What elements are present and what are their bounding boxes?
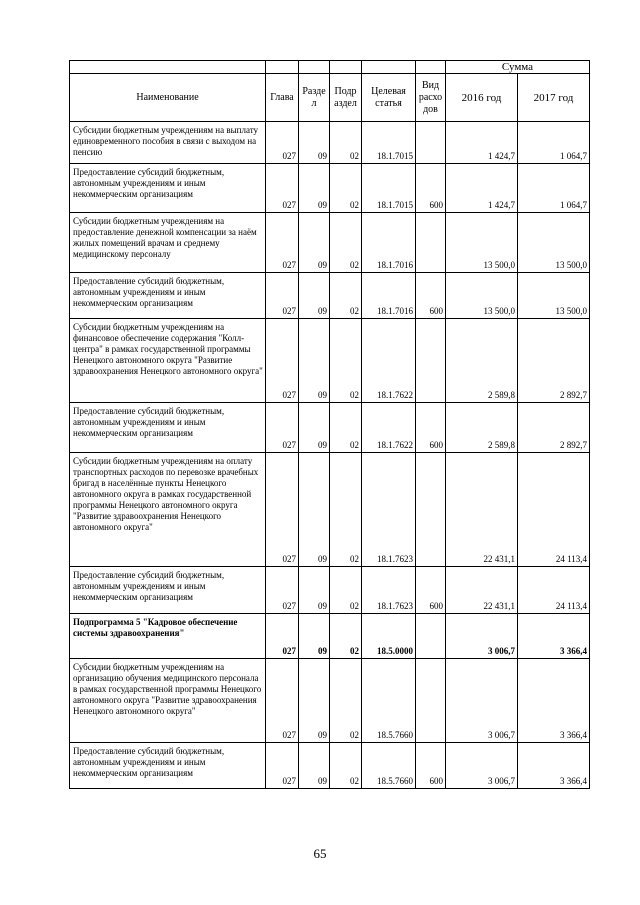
header-summa: Сумма (446, 61, 590, 74)
row-name: Субсидии бюджетным учреждениям на организацию обучения медицинского персонала в рамках государственной программы Ненецкого автономного округа "Развитие здравоохранения Ненецкого автономного округа" (70, 659, 266, 743)
row-name: Предоставление субсидий бюджетным, автономным учреждениям и иным некоммерческим организациям (70, 567, 266, 614)
row-celevaya: 18.5.0000 (362, 614, 416, 659)
row-celevaya: 18.1.7016 (362, 273, 416, 319)
row-razdel: 09 (299, 743, 330, 789)
row-sum-2017: 3 366,4 (518, 659, 590, 743)
row-vid: 600 (416, 567, 446, 614)
row-celevaya: 18.1.7015 (362, 122, 416, 164)
table-row (70, 743, 590, 789)
table-row (70, 403, 590, 453)
row-podrazdel: 02 (330, 164, 362, 213)
row-sum-2016: 13 500,0 (446, 273, 518, 319)
row-sum-2016: 1 424,7 (446, 122, 518, 164)
row-vid (416, 319, 446, 403)
row-glava: 027 (266, 164, 299, 213)
row-razdel: 09 (299, 614, 330, 659)
row-podrazdel: 02 (330, 213, 362, 273)
row-vid: 600 (416, 273, 446, 319)
row-name: Субсидии бюджетным учреждениям на финансовое обеспечение содержания "Колл-центра" в рамках государственной программы Ненецкого автономного округа "Развитие здравоохранения Ненецкого автономного округа" (70, 319, 266, 403)
row-razdel: 09 (299, 273, 330, 319)
row-vid: 600 (416, 743, 446, 789)
row-podrazdel: 02 (330, 614, 362, 659)
row-sum-2016: 3 006,7 (446, 659, 518, 743)
header-2016: 2016 год (446, 74, 518, 122)
row-celevaya: 18.1.7015 (362, 164, 416, 213)
row-celevaya: 18.5.7660 (362, 743, 416, 789)
row-glava: 027 (266, 273, 299, 319)
header-blank-cell (299, 61, 330, 74)
row-vid (416, 614, 446, 659)
row-sum-2017: 24 113,4 (518, 453, 590, 567)
row-glava: 027 (266, 659, 299, 743)
row-sum-2017: 1 064,7 (518, 122, 590, 164)
row-razdel: 09 (299, 164, 330, 213)
row-glava: 027 (266, 614, 299, 659)
row-name: Подпрограмма 5 "Кадровое обеспечение системы здравоохранения" (70, 614, 266, 659)
row-vid (416, 213, 446, 273)
header-blank-cell (266, 61, 299, 74)
row-sum-2016: 22 431,1 (446, 567, 518, 614)
row-razdel: 09 (299, 659, 330, 743)
row-name: Предоставление субсидий бюджетным, автономным учреждениям и иным некоммерческим организациям (70, 403, 266, 453)
row-sum-2017: 2 892,7 (518, 319, 590, 403)
header-blank-cell (362, 61, 416, 74)
row-name: Предоставление субсидий бюджетным, автономным учреждениям и иным некоммерческим организациям (70, 743, 266, 789)
row-celevaya: 18.1.7623 (362, 453, 416, 567)
table-row (70, 273, 590, 319)
header-blank-cell (416, 61, 446, 74)
budget-table (69, 60, 590, 789)
row-sum-2016: 3 006,7 (446, 743, 518, 789)
table-body (70, 122, 590, 789)
header-blank-cell (330, 61, 362, 74)
row-razdel: 09 (299, 319, 330, 403)
row-sum-2016: 2 589,8 (446, 403, 518, 453)
row-celevaya: 18.5.7660 (362, 659, 416, 743)
row-sum-2016: 2 589,8 (446, 319, 518, 403)
row-glava: 027 (266, 453, 299, 567)
header-vid: Вид расхо дов (416, 74, 446, 122)
table-row (70, 213, 590, 273)
header-top-row (70, 61, 590, 74)
row-podrazdel: 02 (330, 273, 362, 319)
row-sum-2017: 1 064,7 (518, 164, 590, 213)
header-name: Наименование (70, 74, 266, 122)
row-sum-2016: 22 431,1 (446, 453, 518, 567)
row-razdel: 09 (299, 403, 330, 453)
row-sum-2017: 13 500,0 (518, 213, 590, 273)
row-name: Предоставление субсидий бюджетным, автономным учреждениям и иным некоммерческим организациям (70, 164, 266, 213)
row-glava: 027 (266, 213, 299, 273)
row-vid (416, 453, 446, 567)
row-glava: 027 (266, 403, 299, 453)
row-sum-2017: 2 892,7 (518, 403, 590, 453)
header-glava: Глава (266, 74, 299, 122)
row-celevaya: 18.1.7622 (362, 403, 416, 453)
row-podrazdel: 02 (330, 567, 362, 614)
row-podrazdel: 02 (330, 122, 362, 164)
row-celevaya: 18.1.7622 (362, 319, 416, 403)
row-razdel: 09 (299, 122, 330, 164)
table-row (70, 319, 590, 403)
header-celevaya: Целевая статья (362, 74, 416, 122)
row-name: Субсидии бюджетным учреждениям на оплату транспортных расходов по перевозке врачебных бригад в населённые пункты Ненецкого автономного округа в рамках государственной программы Ненецкого автономного округа "Развитие здравоохранения Ненецкого автономного округа" (70, 453, 266, 567)
table-row (70, 659, 590, 743)
table-row (70, 453, 590, 567)
row-razdel: 09 (299, 453, 330, 567)
row-vid: 600 (416, 164, 446, 213)
row-sum-2016: 13 500,0 (446, 213, 518, 273)
page-number: 65 (313, 846, 327, 861)
row-sum-2016: 1 424,7 (446, 164, 518, 213)
row-name: Предоставление субсидий бюджетным, автономным учреждениям и иным некоммерческим организациям (70, 273, 266, 319)
header-podrazdel: Подр аздел (330, 74, 362, 122)
row-razdel: 09 (299, 567, 330, 614)
table-row (70, 164, 590, 213)
row-sum-2017: 3 366,4 (518, 743, 590, 789)
row-sum-2017: 3 366,4 (518, 614, 590, 659)
row-podrazdel: 02 (330, 319, 362, 403)
row-name: Субсидии бюджетным учреждениям на выплату единовременного пособия в связи с выходом на пенсию (70, 122, 266, 164)
table-row (70, 614, 590, 659)
row-podrazdel: 02 (330, 453, 362, 567)
header-row (70, 74, 590, 122)
row-glava: 027 (266, 567, 299, 614)
header-razdel: Разде л (299, 74, 330, 122)
row-glava: 027 (266, 319, 299, 403)
row-razdel: 09 (299, 213, 330, 273)
row-vid (416, 122, 446, 164)
row-sum-2017: 13 500,0 (518, 273, 590, 319)
row-podrazdel: 02 (330, 743, 362, 789)
row-glava: 027 (266, 122, 299, 164)
row-podrazdel: 02 (330, 403, 362, 453)
row-celevaya: 18.1.7623 (362, 567, 416, 614)
row-sum-2016: 3 006,7 (446, 614, 518, 659)
row-name: Субсидии бюджетным учреждениям на предоставление денежной компенсации за наём жилых помещений врачам и среднему медицинскому персоналу (70, 213, 266, 273)
row-sum-2017: 24 113,4 (518, 567, 590, 614)
header-blank-cell (70, 61, 266, 74)
row-glava: 027 (266, 743, 299, 789)
header-2017: 2017 год (518, 74, 590, 122)
row-vid: 600 (416, 403, 446, 453)
table-row (70, 567, 590, 614)
row-celevaya: 18.1.7016 (362, 213, 416, 273)
row-podrazdel: 02 (330, 659, 362, 743)
table-row (70, 122, 590, 164)
row-vid (416, 659, 446, 743)
